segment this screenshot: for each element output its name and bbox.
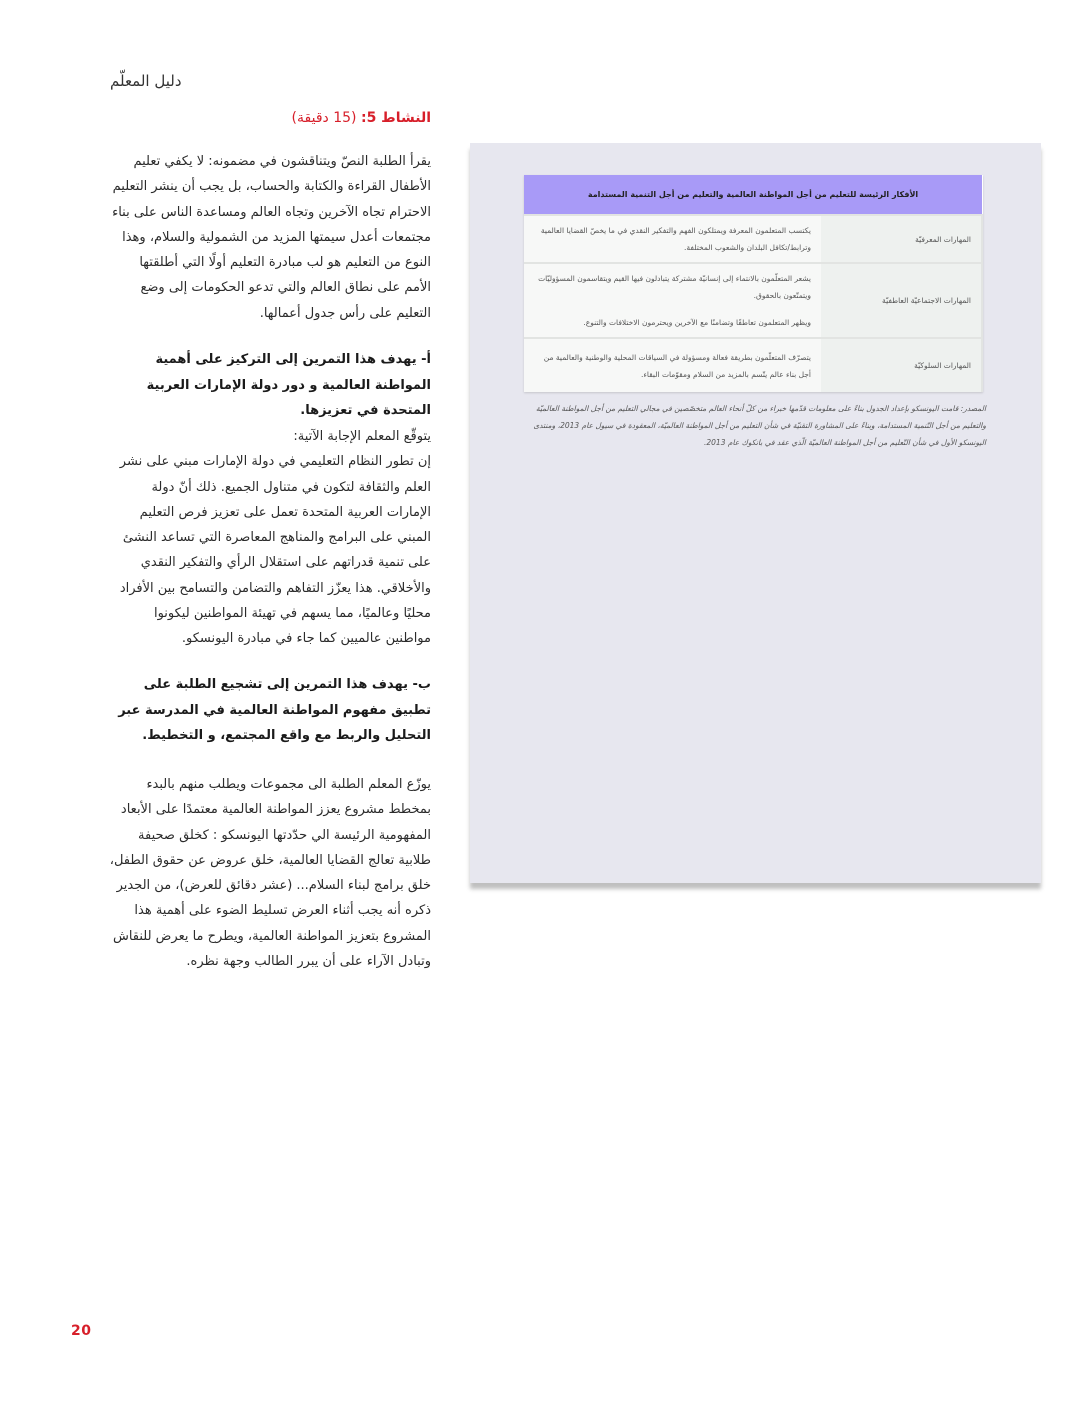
table-cell-description-main: يشعر المتعلّمون بالانتماء إلى إنسانيّة مشتركة يتبادلون فيها القيم ويتقاسمون المسؤوليّات ويتمتّعون بالحقوق. <box>538 274 811 300</box>
objective-a <box>109 347 431 424</box>
activity-duration: (15 دقيقة) <box>291 110 357 126</box>
objective-b <box>109 672 431 749</box>
table-title: الأفكار الرئيسة للتعليم من أجل المواطنة العالمية والتعليم من أجل التنمية المستدامة <box>524 175 982 215</box>
figure-source-note: المصدر: قامت اليونسكو بإعداد الجدول بناءً على معلومات قدّمها خبراء من كلّ أنحاء العالم متخصّصين في مجالي التعليم من أجل المواطنة العالميّة والتعليم من أجل التّنمية المستدامة، وبناءً على المشاورة التقنيّة في شأن التعليم من أجل المواطنة العالميّة، المعقودة في سيول عام 2013، ومنتدى اليونسكو الأول في شأن التّعليم من أجل المواطنة العالميّة الّذي عقد في بانكوك عام 2013. <box>533 404 986 447</box>
table-cell-category: المهارات المعرفيّة <box>821 215 982 263</box>
table-cell-description <box>524 263 821 338</box>
table-cell-description: يكتسب المتعلمون المعرفة ويمتلكون الفهم والتفكير النقدي في ما يخصّ القضايا العالمية وترابط/تكافل البلدان والشعوب المختلفة. <box>524 215 821 263</box>
intro-paragraph <box>109 149 431 326</box>
activity-label: النشاط 5: <box>360 110 431 126</box>
instructions-paragraph <box>109 772 431 974</box>
activity-heading <box>292 110 431 126</box>
table-row <box>524 263 982 338</box>
intro-text: يقرأ الطلبة النصّ ويتناقشون في مضمونه: لا يكفي تعليم الأطفال القراءة والكتابة والحساب، بل يجب أن ينشر التعليم الاحترام تجاه الآخرين وتجاه العالم ومساعدة الناس على بناء مجتمعات أعدل سيمتها المزيد من الشمولية والسلام، وهذا النوع من التعليم هو لب مبادرة التعليم أولًا التي أطلقتها الأمم على نطاق العالم والتي تدعو الحكومات إلى وضع التعليم على رأس جدول أعمالها. <box>112 154 431 321</box>
page-number: 20 <box>71 1323 92 1339</box>
table-cell-description: يتصرّف المتعلّمون بطريقة فعالة ومسؤولة في السياقات المحلية والوطنية والعالمية من أجل بناء عالم يتّسم بالمزيد من السلام ومقوّمات البقاء. <box>524 338 821 392</box>
skills-table <box>524 175 983 392</box>
objective-a-text: أ- يهدف هذا التمرين إلى التركيز على أهمية المواطنة العالمية و دور دولة الإمارات العربية المتحدة في تعزيزها. <box>146 352 431 418</box>
page-header-title: دليل المعلّم <box>110 72 182 90</box>
expected-answer <box>109 424 431 652</box>
table-cell-category: المهارات السلوكيّة <box>821 338 982 392</box>
instructions-text: يوزّع المعلم الطلبة الى مجموعات ويطلب منهم بالبدء بمخطط مشروع يعزز المواطنة العالمية معتمدًا على الأبعاد المفهومية الرئيسة الي حدّدتها اليونسكو : كخلق صحيفة طلابية تعالج القضايا العالمية، خلق عروض عن حقوق الطفل، خلق برامج لبناء السلام... (عشر دقائق للعرض)، من الجدير ذكره أنه يجب أثناء العرض تسليط الضوء على أهمية هذا المشروع بتعزيز المواطنة العالمية، ويطرح ما يعرض للنقاش وتبادل الآراء على أن يبرر الطالب وجهة نظره. <box>109 777 431 970</box>
table-header-row <box>524 175 982 215</box>
table-cell-category: المهارات الاجتماعيّة العاطفيّة <box>821 263 982 338</box>
table-cell-description-extra: ويظهر المتعلمون تعاطفًا وتضامنًا مع الآخرين ويحترمون الاختلافات والتنوع. <box>583 318 811 327</box>
figure-panel <box>470 143 1041 883</box>
table-row <box>524 338 982 392</box>
expected-answer-text: إن تطور النظام التعليمي في دولة الإمارات مبني على نشر العلم والثقافة لتكون في متناول الجميع. ذلك أنّ دولة الإمارات العربية المتحدة تعمل على تعزيز فرص التعليم المبني على البرامج والمناهج المعاصرة التي تساعد النشئ على تنمية قدراتهم على استقلال الرأي والتفكير النقدي والأخلاقي. هذا يعزّز التفاهم والتضامن والتسامح بين الأفراد محليًا وعالميًا، مما يسهم في تهيئة المواطنين ليكونوا مواطنين عالميين كما جاء في مبادرة اليونسكو. <box>119 454 431 647</box>
objective-b-text: ب- يهدف هذا التمرين إلى تشجيع الطلبة على تطبيق مفهوم المواطنة العالمية في المدرسة عبر التحليل والربط مع واقع المجتمع، و التخطيط. <box>118 677 431 743</box>
expected-answer-intro: يتوقّع المعلم الإجابة الآتية: <box>293 429 431 444</box>
table-row <box>524 215 982 263</box>
